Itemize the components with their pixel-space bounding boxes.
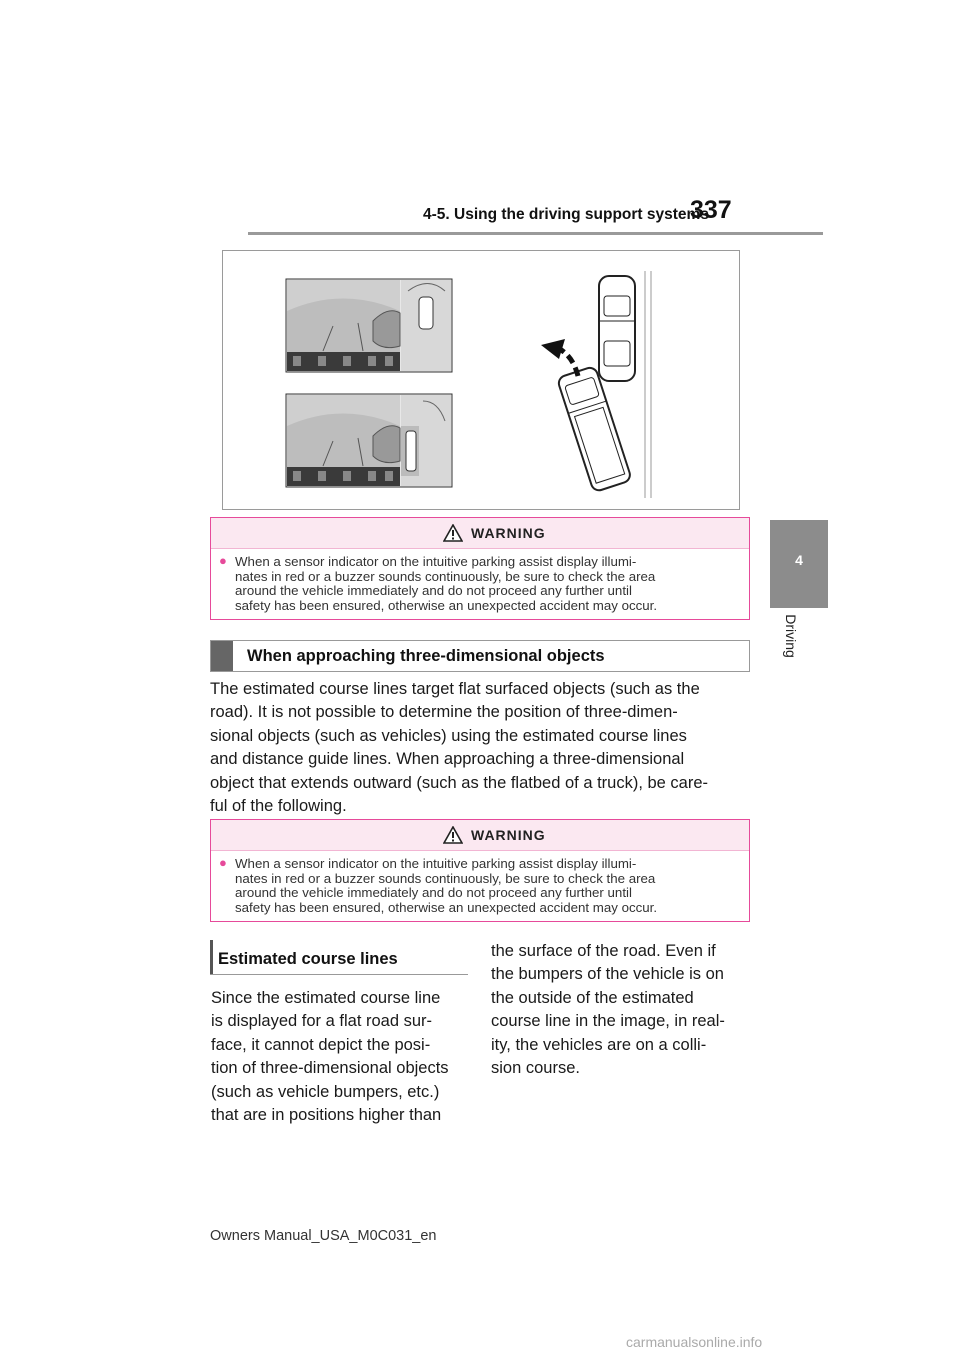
warning-title: WARNING	[471, 525, 546, 541]
warning-body	[211, 549, 749, 619]
warning-text: When a sensor indicator on the intuitive parking assist display illumi- nates in red or a buzzer sounds continuously, be sure to check the area around the vehicle immediately and do not proceed any further until safety has been ensured, otherwise an unexpected accident may occur.	[235, 856, 658, 915]
subsection-rule	[210, 974, 468, 975]
subsection-text-left: Since the estimated course line is displayed for a flat road sur- face, it cannot depict the posi- tion of three-dimensional objects (such as vehicle bumpers, etc.) that are in positions higher than	[211, 989, 449, 1125]
section-header-title: 4-5. Using the driving support systems	[423, 206, 709, 223]
chapter-number: 4	[795, 552, 803, 568]
section-heading-bar	[211, 641, 233, 671]
subsection-title: Estimated course lines	[218, 950, 398, 968]
section-body: The estimated course lines target flat surfaced objects (such as the road). It is not possible to determine the position of three-dimen- sional objects (such as vehicles) using the estimated course lines and distance guide lines. When approaching a three-dimensional object that extends outward (such as the flatbed of a truck), be care- ful of the following.	[210, 680, 709, 816]
camera-display-bottom	[286, 394, 452, 487]
section-heading	[210, 640, 750, 672]
subsection-heading	[210, 940, 468, 975]
truck-vehicle-icon	[557, 366, 632, 492]
warning-body	[211, 851, 749, 921]
page-number: 337	[690, 196, 732, 224]
parking-illustration	[223, 251, 739, 509]
parked-vehicle-icon	[599, 276, 635, 381]
illustration-figure	[222, 250, 740, 510]
chapter-label: Driving	[783, 614, 799, 658]
section-heading-title: When approaching three-dimensional objects	[247, 647, 605, 665]
warning-triangle-icon	[443, 524, 463, 542]
warning-triangle-icon	[443, 826, 463, 844]
subsection-text-right: the surface of the road. Even if the bumpers of the vehicle is on the outside of the estimated course line in the image, in real- ity, the vehicles are on a colli- sion course.	[491, 942, 725, 1078]
warning-header	[211, 518, 749, 549]
camera-display-top	[286, 279, 452, 372]
curved-arrow-icon	[541, 339, 578, 376]
warning-header	[211, 820, 749, 851]
header-rule	[248, 232, 823, 235]
watermark-text[interactable]: carmanualsonline.info	[626, 1334, 763, 1350]
bullet-icon: ●	[219, 553, 227, 568]
footer-text: Owners Manual_USA_M0C031_en	[210, 1228, 437, 1244]
warning-title: WARNING	[471, 827, 546, 843]
warning-box-2	[210, 819, 750, 922]
warning-text: When a sensor indicator on the intuitive parking assist display illumi- nates in red or a buzzer sounds continuously, be sure to check the area around the vehicle immediately and do not proceed any further until safety has been ensured, otherwise an unexpected accident may occur.	[235, 554, 658, 613]
subsection-heading-bar	[210, 940, 213, 975]
warning-box-1	[210, 517, 750, 620]
bullet-icon: ●	[219, 855, 227, 870]
